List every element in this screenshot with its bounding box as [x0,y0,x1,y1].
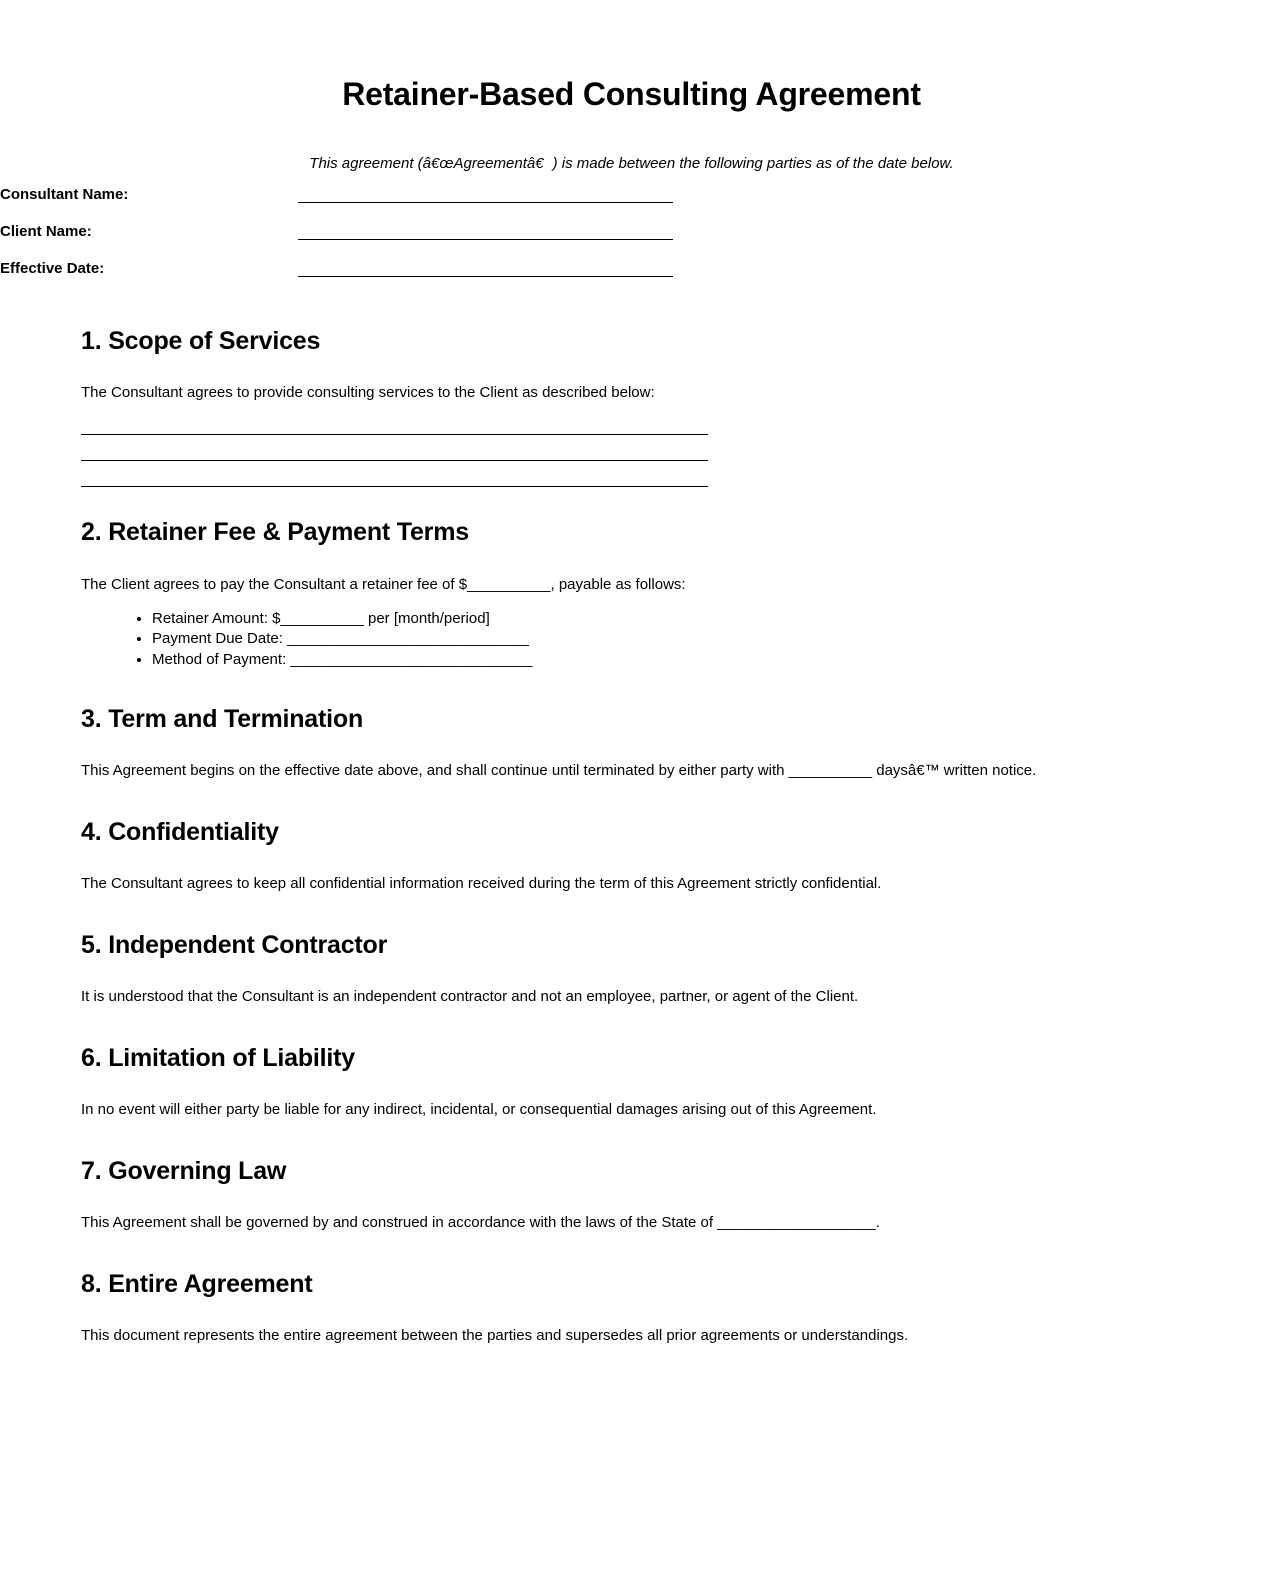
scope-blank-line-2[interactable] [81,460,708,461]
section-confidentiality [0,780,1263,893]
scope-blank-line-1[interactable] [81,434,708,435]
section-limitation-of-liability [0,1006,1263,1119]
party-label-client-name: Client Name: [0,222,92,240]
party-row-consultant-name [0,173,673,210]
party-field-cell-effective-date[interactable] [298,247,673,284]
consultant-name-blank-field[interactable] [298,202,673,203]
party-label-consultant-name: Consultant Name: [0,185,129,203]
party-spacer [128,247,298,284]
party-row-effective-date [0,247,673,284]
section-retainer-fee-payment-terms [0,487,1263,671]
section-independent-contractor [0,893,1263,1006]
section-body-limitation-of-liability: In no event will either party be liable for any indirect, incidental, or consequential damages arising out of this Agreement. [81,1101,877,1119]
party-label-effective-date: Effective Date: [0,259,105,277]
party-spacer [128,173,298,210]
section-body-retainer-fee-payment-terms: The Client agrees to pay the Consultant a retainer fee of $__________, payable as follows: [81,575,686,593]
section-body-scope-of-services: The Consultant agrees to provide consulting services to the Client as described below: [81,383,655,401]
section-heading-retainer-fee-payment-terms: 2. Retainer Fee & Payment Terms [81,517,469,546]
section-body-governing-law: This Agreement shall be governed by and construed in accordance with the laws of the State of ___________________. [81,1214,880,1232]
section-body-confidentiality: The Consultant agrees to keep all confidential information received during the term of this Agreement strictly confidential. [81,875,882,893]
section-body-entire-agreement: This document represents the entire agreement between the parties and supersedes all prior agreements or understandings. [81,1327,909,1345]
section-body-independent-contractor: It is understood that the Consultant is an independent contractor and not an employee, partner, or agent of the Client. [81,988,859,1006]
section-heading-confidentiality: 4. Confidentiality [81,818,279,847]
party-field-cell-client-name[interactable] [298,210,673,247]
client-name-blank-field[interactable] [298,239,673,240]
scope-of-services-write-in-area[interactable] [81,402,1263,487]
section-heading-term-and-termination: 3. Term and Termination [81,705,364,734]
section-term-and-termination [0,670,1263,780]
section-governing-law [0,1119,1263,1232]
effective-date-blank-field[interactable] [298,276,673,277]
page-title: Retainer-Based Consulting Agreement [342,76,921,112]
list-item[interactable]: • Retainer Amount: $__________ per [month/period] [152,609,1263,630]
payment-terms-list [81,594,1263,671]
section-body-term-and-termination: This Agreement begins on the effective date above, and shall continue until terminated by either party with __________ daysâ€™ written notice. [81,762,1037,780]
section-heading-entire-agreement: 8. Entire Agreement [81,1270,313,1299]
section-entire-agreement [0,1232,1263,1345]
document-subtitle: This agreement (â€œAgreementâ€) is made between the following parties as of the date below. [309,154,954,172]
party-spacer [128,210,298,247]
party-row-client-name [0,210,673,247]
section-heading-scope-of-services: 1. Scope of Services [81,326,321,355]
section-heading-limitation-of-liability: 6. Limitation of Liability [81,1044,355,1073]
section-scope-of-services [0,284,1263,487]
section-heading-independent-contractor: 5. Independent Contractor [81,931,388,960]
page-bottom-whitespace [0,1345,1263,1585]
section-heading-governing-law: 7. Governing Law [81,1157,287,1186]
party-field-cell-consultant-name[interactable] [298,173,673,210]
list-item[interactable]: • Payment Due Date: _____________________________ [152,629,1263,650]
parties-block [0,173,673,284]
list-item[interactable]: • Method of Payment: _____________________________ [152,650,1263,671]
